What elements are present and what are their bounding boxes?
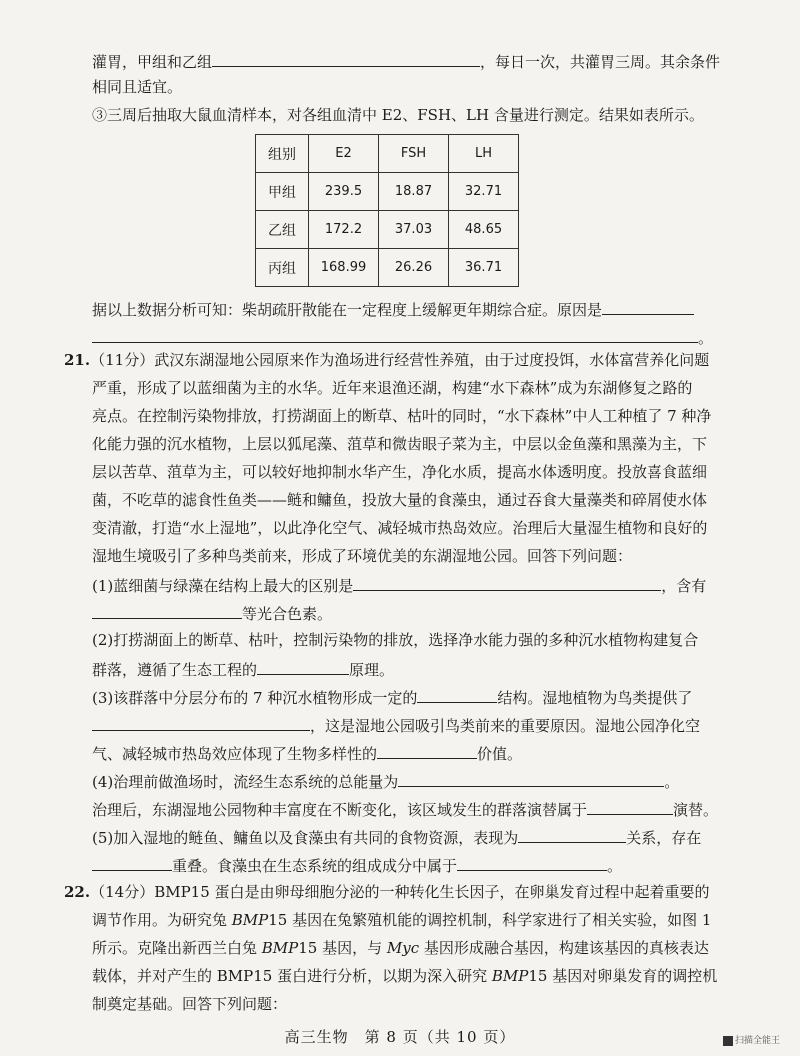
answer-blank[interactable]	[417, 686, 497, 703]
answer-blank[interactable]	[353, 574, 661, 591]
text-line	[92, 966, 717, 986]
text: (5)加入湿地的鲢鱼、鳙鱼以及食藻虫有共同的食物资源，表现为	[92, 829, 519, 847]
text: ，每日一次，共灌胃三周。其余条件	[480, 53, 721, 71]
subquestion-2: (2)打捞湖面上的断草、枯叶，控制污染物的排放，选择净水能力强的多种沉水植物构建复合	[92, 631, 699, 649]
text: 等光合色素。	[242, 605, 333, 623]
gene-name: BMP	[491, 967, 529, 985]
text-line: 湿地生境吸引了多种鸟类前来，形成了环境优美的东湖湿地公园。回答下列问题：	[92, 547, 633, 565]
table-row	[256, 211, 519, 249]
text: 原理。	[349, 661, 395, 679]
answer-blank[interactable]	[377, 742, 477, 759]
text: 15 基因在兔繁殖机能的调控机制，科学家进行了相关实验，如图 1	[268, 911, 712, 929]
text: 15 基因对卵巢发育的调控机	[528, 967, 718, 985]
text-line	[92, 50, 720, 72]
subquestion-1	[92, 574, 706, 596]
text: (1)蓝细菌与绿藻在结构上最大的区别是	[92, 577, 354, 595]
answer-blank[interactable]	[92, 714, 310, 731]
page-footer: 高三生物 第 8 页（共 10 页）	[284, 1028, 516, 1046]
table-cell: 32.71	[449, 173, 519, 211]
answer-blank[interactable]	[92, 326, 698, 343]
text: （14分）BMP15 蛋白是由卵母细胞分泌的一种转化生长因子，在卵巢发育过程中起着重要的	[90, 883, 710, 901]
text-line	[92, 602, 332, 624]
text-line: 层以苦草、菹草为主，可以较好地抑制水华产生，净化水质，提高水体透明度。投放喜食蓝细	[92, 463, 708, 481]
text-line: 严重，形成了以蓝细菌为主的水华。近年来退渔还湖，构建“水下森林”成为东湖修复之路的	[92, 379, 693, 397]
text: 重叠。食藻虫在生态系统的组成成分中属于	[172, 857, 458, 875]
text: 基因形成融合基因，构建该基因的真核表达	[419, 939, 709, 957]
text: 调节作用。为研究兔	[92, 911, 232, 929]
subquestion-5	[92, 826, 701, 848]
text-line	[92, 742, 522, 764]
text: (3)该群落中分层分布的 7 种沉水植物形成一定的	[92, 689, 418, 707]
watermark-text: 扫描全能王	[734, 1036, 780, 1046]
question-number: 22.	[64, 883, 91, 901]
text: 15 基因，与	[298, 939, 387, 957]
text-line: 相同且适宜。	[92, 78, 183, 96]
table-header-row	[256, 135, 519, 173]
text-line	[92, 798, 718, 820]
text: 。	[698, 329, 714, 347]
question-22-line	[64, 882, 710, 902]
table-cell: 甲组	[256, 173, 309, 211]
text-line	[92, 326, 713, 348]
answer-blank[interactable]	[92, 602, 242, 619]
text: 结构。湿地植物为鸟类提供了	[497, 689, 693, 707]
answer-blank[interactable]	[257, 658, 349, 675]
table-header-cell: LH	[449, 135, 519, 173]
text: 价值。	[477, 745, 523, 763]
table-cell: 26.26	[379, 249, 449, 287]
text: 据以上数据分析可知：柴胡疏肝散能在一定程度上缓解更年期综合症。原因是	[92, 301, 603, 319]
qr-icon	[723, 1036, 733, 1046]
table-cell: 239.5	[309, 173, 379, 211]
answer-blank[interactable]	[602, 298, 694, 315]
table-cell: 37.03	[379, 211, 449, 249]
text: 。	[664, 773, 680, 791]
text-line: 制奠定基础。回答下列问题：	[92, 995, 288, 1013]
answer-blank[interactable]	[398, 770, 664, 787]
gene-name: BMP	[261, 939, 299, 957]
text-line	[92, 714, 700, 736]
table-cell: 48.65	[449, 211, 519, 249]
text: ，这是湿地公园吸引鸟类前来的重要原因。湿地公园净化空	[310, 717, 701, 735]
table-cell: 乙组	[256, 211, 309, 249]
table-cell: 172.2	[309, 211, 379, 249]
table-header-cell: FSH	[379, 135, 449, 173]
text: 治理后，东湖湿地公园物种丰富度在不断变化，该区域发生的群落演替属于	[92, 801, 588, 819]
answer-blank[interactable]	[587, 798, 673, 815]
answer-blank[interactable]	[92, 854, 172, 871]
text: 关系，存在	[626, 829, 702, 847]
gene-name: BMP	[231, 911, 269, 929]
text: 演替。	[673, 801, 719, 819]
subquestion-4	[92, 770, 679, 792]
text-line	[92, 910, 711, 930]
table-row	[256, 249, 519, 287]
text-line: 化能力强的沉水植物，上层以狐尾藻、菹草和微齿眼子菜为主，中层以金鱼藻和黑藻为主，下	[92, 435, 708, 453]
text-line	[92, 854, 622, 876]
text-line: 菌，不吃草的滤食性鱼类——鲢和鳙鱼，投放大量的食藻虫，通过吞食大量藻类和碎屑使水体	[92, 491, 708, 509]
text: 灌胃，甲组和乙组	[92, 53, 213, 71]
text-line: ③三周后抽取大鼠血清样本，对各组血清中 E2、FSH、LH 含量进行测定。结果如表所示。	[92, 106, 704, 124]
scanner-watermark	[723, 1033, 780, 1046]
answer-blank[interactable]	[212, 50, 480, 67]
table-cell: 36.71	[449, 249, 519, 287]
text: 所示。克隆出新西兰白兔	[92, 939, 262, 957]
table-header-cell: E2	[309, 135, 379, 173]
table-cell: 168.99	[309, 249, 379, 287]
text-line: 亮点。在控制污染物排放，打捞湖面上的断草、枯叶的同时，“水下森林”中人工种植了 7 种净	[92, 407, 712, 425]
text-line: 变清澈，打造“水上湿地”，以此净化空气、减轻城市热岛效应。治理后大量湿生植物和良好的	[92, 519, 708, 537]
question-21-line	[64, 350, 709, 370]
answer-blank[interactable]	[518, 826, 626, 843]
table-row	[256, 173, 519, 211]
gene-name: Myc	[386, 939, 420, 957]
table-header-cell: 组别	[256, 135, 309, 173]
table-cell: 丙组	[256, 249, 309, 287]
hormone-table	[255, 134, 519, 287]
text: 。	[607, 857, 623, 875]
answer-blank[interactable]	[457, 854, 607, 871]
text: (4)治理前做渔场时，流经生态系统的总能量为	[92, 773, 399, 791]
text-line	[92, 298, 694, 320]
table-cell: 18.87	[379, 173, 449, 211]
text: 群落，遵循了生态工程的	[92, 661, 258, 679]
text: （11分）武汉东湖湿地公园原来作为渔场进行经营性养殖，由于过度投饵，水体富营养化问题	[90, 351, 710, 369]
question-number: 21.	[64, 351, 91, 369]
text: 载体，并对产生的 BMP15 蛋白进行分析，以期为深入研究	[92, 967, 492, 985]
text: ，含有	[661, 577, 707, 595]
text-line	[92, 938, 709, 958]
text-line	[92, 658, 394, 680]
subquestion-3	[92, 686, 692, 708]
text: 气、减轻城市热岛效应体现了生物多样性的	[92, 745, 378, 763]
